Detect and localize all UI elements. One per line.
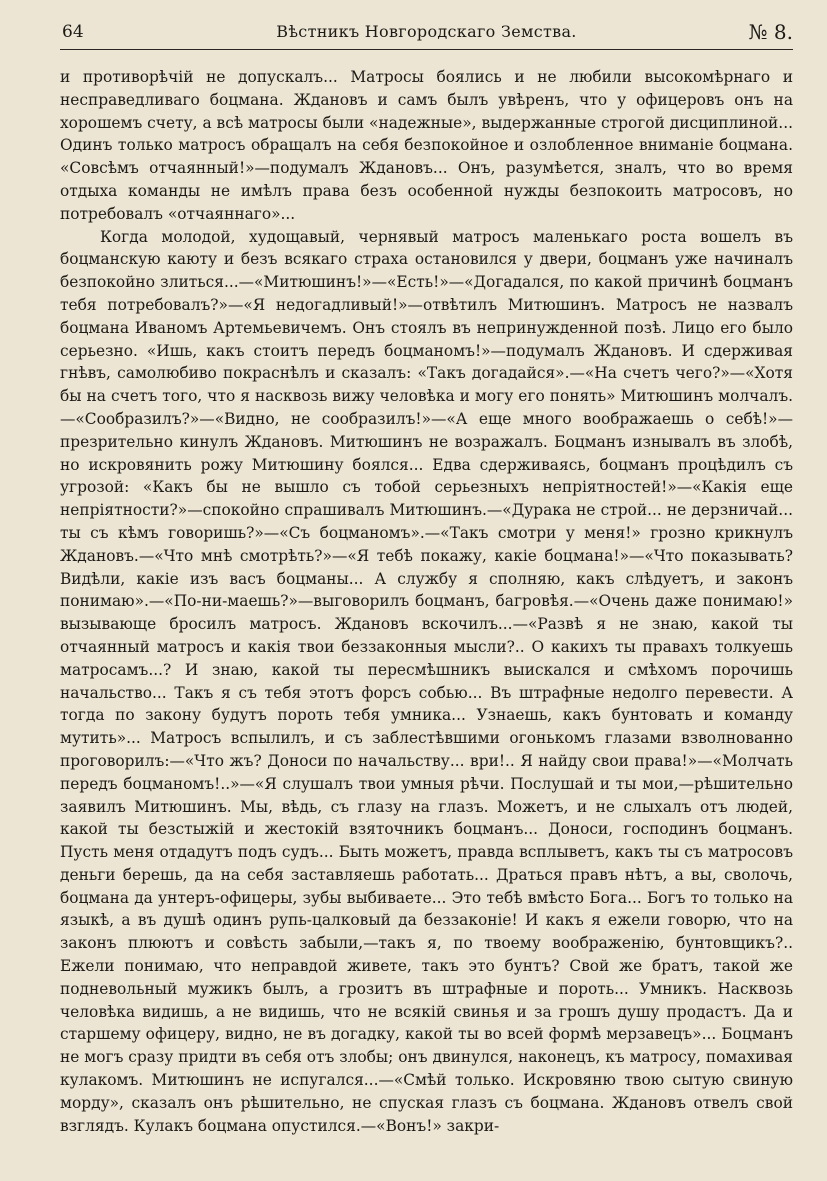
- article-body: [60, 66, 793, 1137]
- page-header: [60, 18, 793, 48]
- issue-number: № 8.: [748, 20, 793, 44]
- paragraph: и противорѣчій не допускалъ... Матросы боялись и не любили высокомѣрнаго и несправедливаго боцмана. Ждановъ и самъ былъ увѣренъ, что у офицеровъ онъ на хорошемъ счету, а всѣ матросы были «надежные», выдержанные строгой дисциплиной... Одинъ только матросъ обращалъ на себя безпокойное и озлобленное вниманіе боцмана. «Совсѣмъ отчаянный!»—подумалъ Ждановъ... Онъ, разумѣется, зналъ, что во время отдыха команды не имѣлъ права безъ особенной нужды безпокоить матросовъ, но потребовалъ «отчаяннаго»...: [60, 68, 793, 223]
- header-rule: [60, 49, 793, 50]
- paragraph: Когда молодой, худощавый, чернявый матросъ маленькаго роста вошелъ въ боцманскую каюту и безъ всякаго страха остановился у двери, боцманъ уже начиналъ безпокойно злиться...—«Митюшинъ!»—«Есть!»—«Догадался, по какой причинѣ боцманъ тебя потребовалъ?»—«Я недогадливый!»—отвѣтилъ Митюшинъ. Матросъ не назвалъ боцмана Иваномъ Артемьевичемъ. Онъ стоялъ въ непринужденной позѣ. Лицо его было серьезно. «Ишь, какъ стоитъ передъ боцманомъ!»—подумалъ Ждановъ. И сдерживая гнѣвъ, самолюбиво покраснѣлъ и сказалъ: «Такъ догадайся».—«На счетъ чего?»—«Хотя бы на счетъ того, что я насквозь вижу человѣка и могу его понять» Митюшинъ молчалъ.—«Сообразилъ?»—«Видно, не сообразилъ!»—«А еще много воображаешь о себѣ!»—презрительно кинулъ Ждановъ. Митюшинъ не возражалъ. Боцманъ изнывалъ въ злобѣ, но искровянить рожу Митюшину боялся... Едва сдерживаясь, боцманъ процѣдилъ съ угрозой: «Какъ бы не вышло съ тобой серьезныхъ непріятностей!»—«Какія еще непріятности?»—спокойно спрашивалъ Митюшинъ.—«Дурака не строй... не дерзничай... ты съ кѣмъ говоришь?»—«Съ боцманомъ».—«Такъ смотри у меня!» грозно крикнулъ Ждановъ.—«Что мнѣ смотрѣть?»—«Я тебѣ покажу, какіе боцмана!»—«Что показывать? Видѣли, какіе изъ васъ боцманы... А службу я сполняю, какъ слѣдуетъ, и законъ понимаю».—«По-ни-маешь?»—выговорилъ боцманъ, багровѣя.—«Очень даже понимаю!» вызывающе бросилъ матросъ. Ждановъ вскочилъ...—«Развѣ я не знаю, какой ты отчаянный матросъ и какія твои беззаконныя мысли?.. О какихъ ты правахъ толкуешь матросамъ...? И знаю, какой ты пересмѣшникъ выискался и смѣхомъ порочишь начальство... Такъ я съ тебя этотъ форсъ собью... Въ штрафные недолго перевести. А тогда по закону будутъ пороть тебя умника... Узнаешь, какъ бунтовать и команду мутить»... Матросъ вспылилъ, и съ заблестѣвшими огонькомъ глазами взволнованно проговорилъ:—«Что жъ? Доноси по начальству... ври!.. Я найду свои права!»—«Молчать передъ боцманомъ!..»—«Я слушалъ твои умныя рѣчи. Послушай и ты мои,—рѣшительно заявилъ Митюшинъ. Мы, вѣдь, съ глазу на глазъ. Можетъ, и не слыхалъ отъ людей, какой ты безстыжій и жестокій взяточникъ боцманъ... Доноси, господинъ боцманъ. Пусть меня отдадутъ подъ судъ... Быть можетъ, правда всплыветъ, какъ ты съ матросовъ деньги берешь, да на себя заставляешь работать... Драться правъ нѣтъ, а вы, сволочь, боцмана да унтеръ-офицеры, зубы выбиваете... Это тебѣ вмѣсто Бога... Богъ то только на языкѣ, а въ душѣ одинъ рупь-цалковый да беззаконіе! И какъ я ежели говорю, что на законъ плюютъ и совѣсть забыли,—такъ я, по твоему воображенію, бунтовщикъ?.. Ежели понимаю, что неправдой живете, такъ это бунтъ? Свой же братъ, такой же подневольный мужикъ былъ, а грозитъ въ штрафные и пороть... Умникъ. Насквозь человѣка видишь, а не видишь, что не всякій свинья и за грошъ душу продастъ. Да и старшему офицеру, видно, не въ догадку, какой ты во всей формѣ мерзавецъ»... Боцманъ не могъ сразу придти въ себя отъ злобы; онъ двинулся, наконецъ, къ матросу, помахивая кулакомъ. Митюшинъ не испугался...—«Смѣй только. Искровяню твою сытую свиную морду», сказалъ онъ рѣшительно, не спуская глазъ съ боцмана. Ждановъ отвелъ свой взглядъ. Кулакъ боцмана опустился.—«Вонъ!» закри-: [60, 227, 793, 1135]
- journal-title: Вѣстникъ Новгородскаго Земства.: [276, 22, 577, 41]
- page-number: 64: [62, 22, 84, 42]
